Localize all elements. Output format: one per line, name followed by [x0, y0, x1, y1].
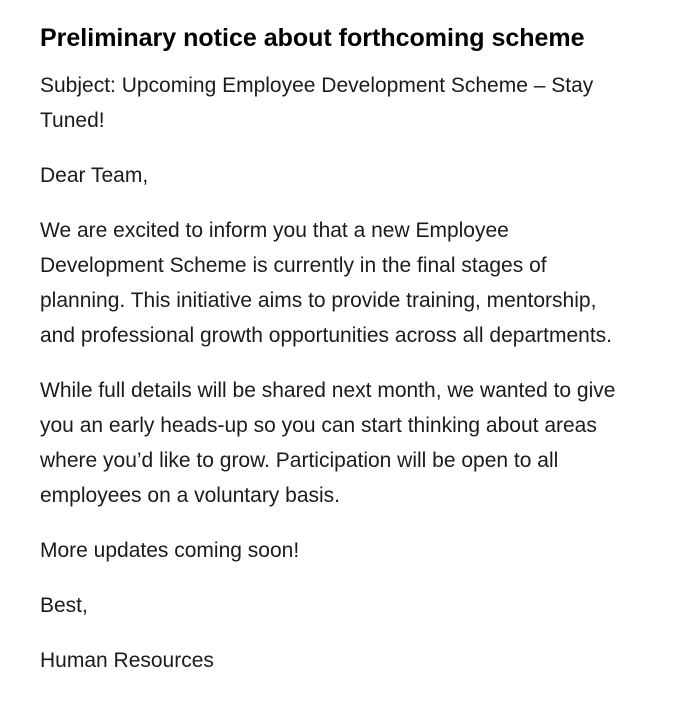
paragraph-details: While full details will be shared next month, we wanted to give you an early heads-up so you can start thinking about areas where you’d like to grow. Participation will be open to all employees on a voluntary basis.	[40, 379, 616, 507]
page-title: Preliminary notice about forthcoming scheme	[40, 24, 585, 52]
paragraph-subject-line: Subject: Upcoming Employee Development Scheme – Stay Tuned!	[40, 74, 594, 132]
paragraph-signoff: Best,	[40, 594, 88, 617]
paragraph-signature: Human Resources	[40, 649, 214, 672]
paragraph-updates: More updates coming soon!	[40, 539, 300, 562]
paragraph-announcement: We are excited to inform you that a new Employee Development Scheme is currently in the final stages of planning. This initiative aims to provide training, mentorship, and professional growth opportunities across all departments.	[40, 219, 612, 347]
paragraph-salutation: Dear Team,	[40, 164, 149, 187]
